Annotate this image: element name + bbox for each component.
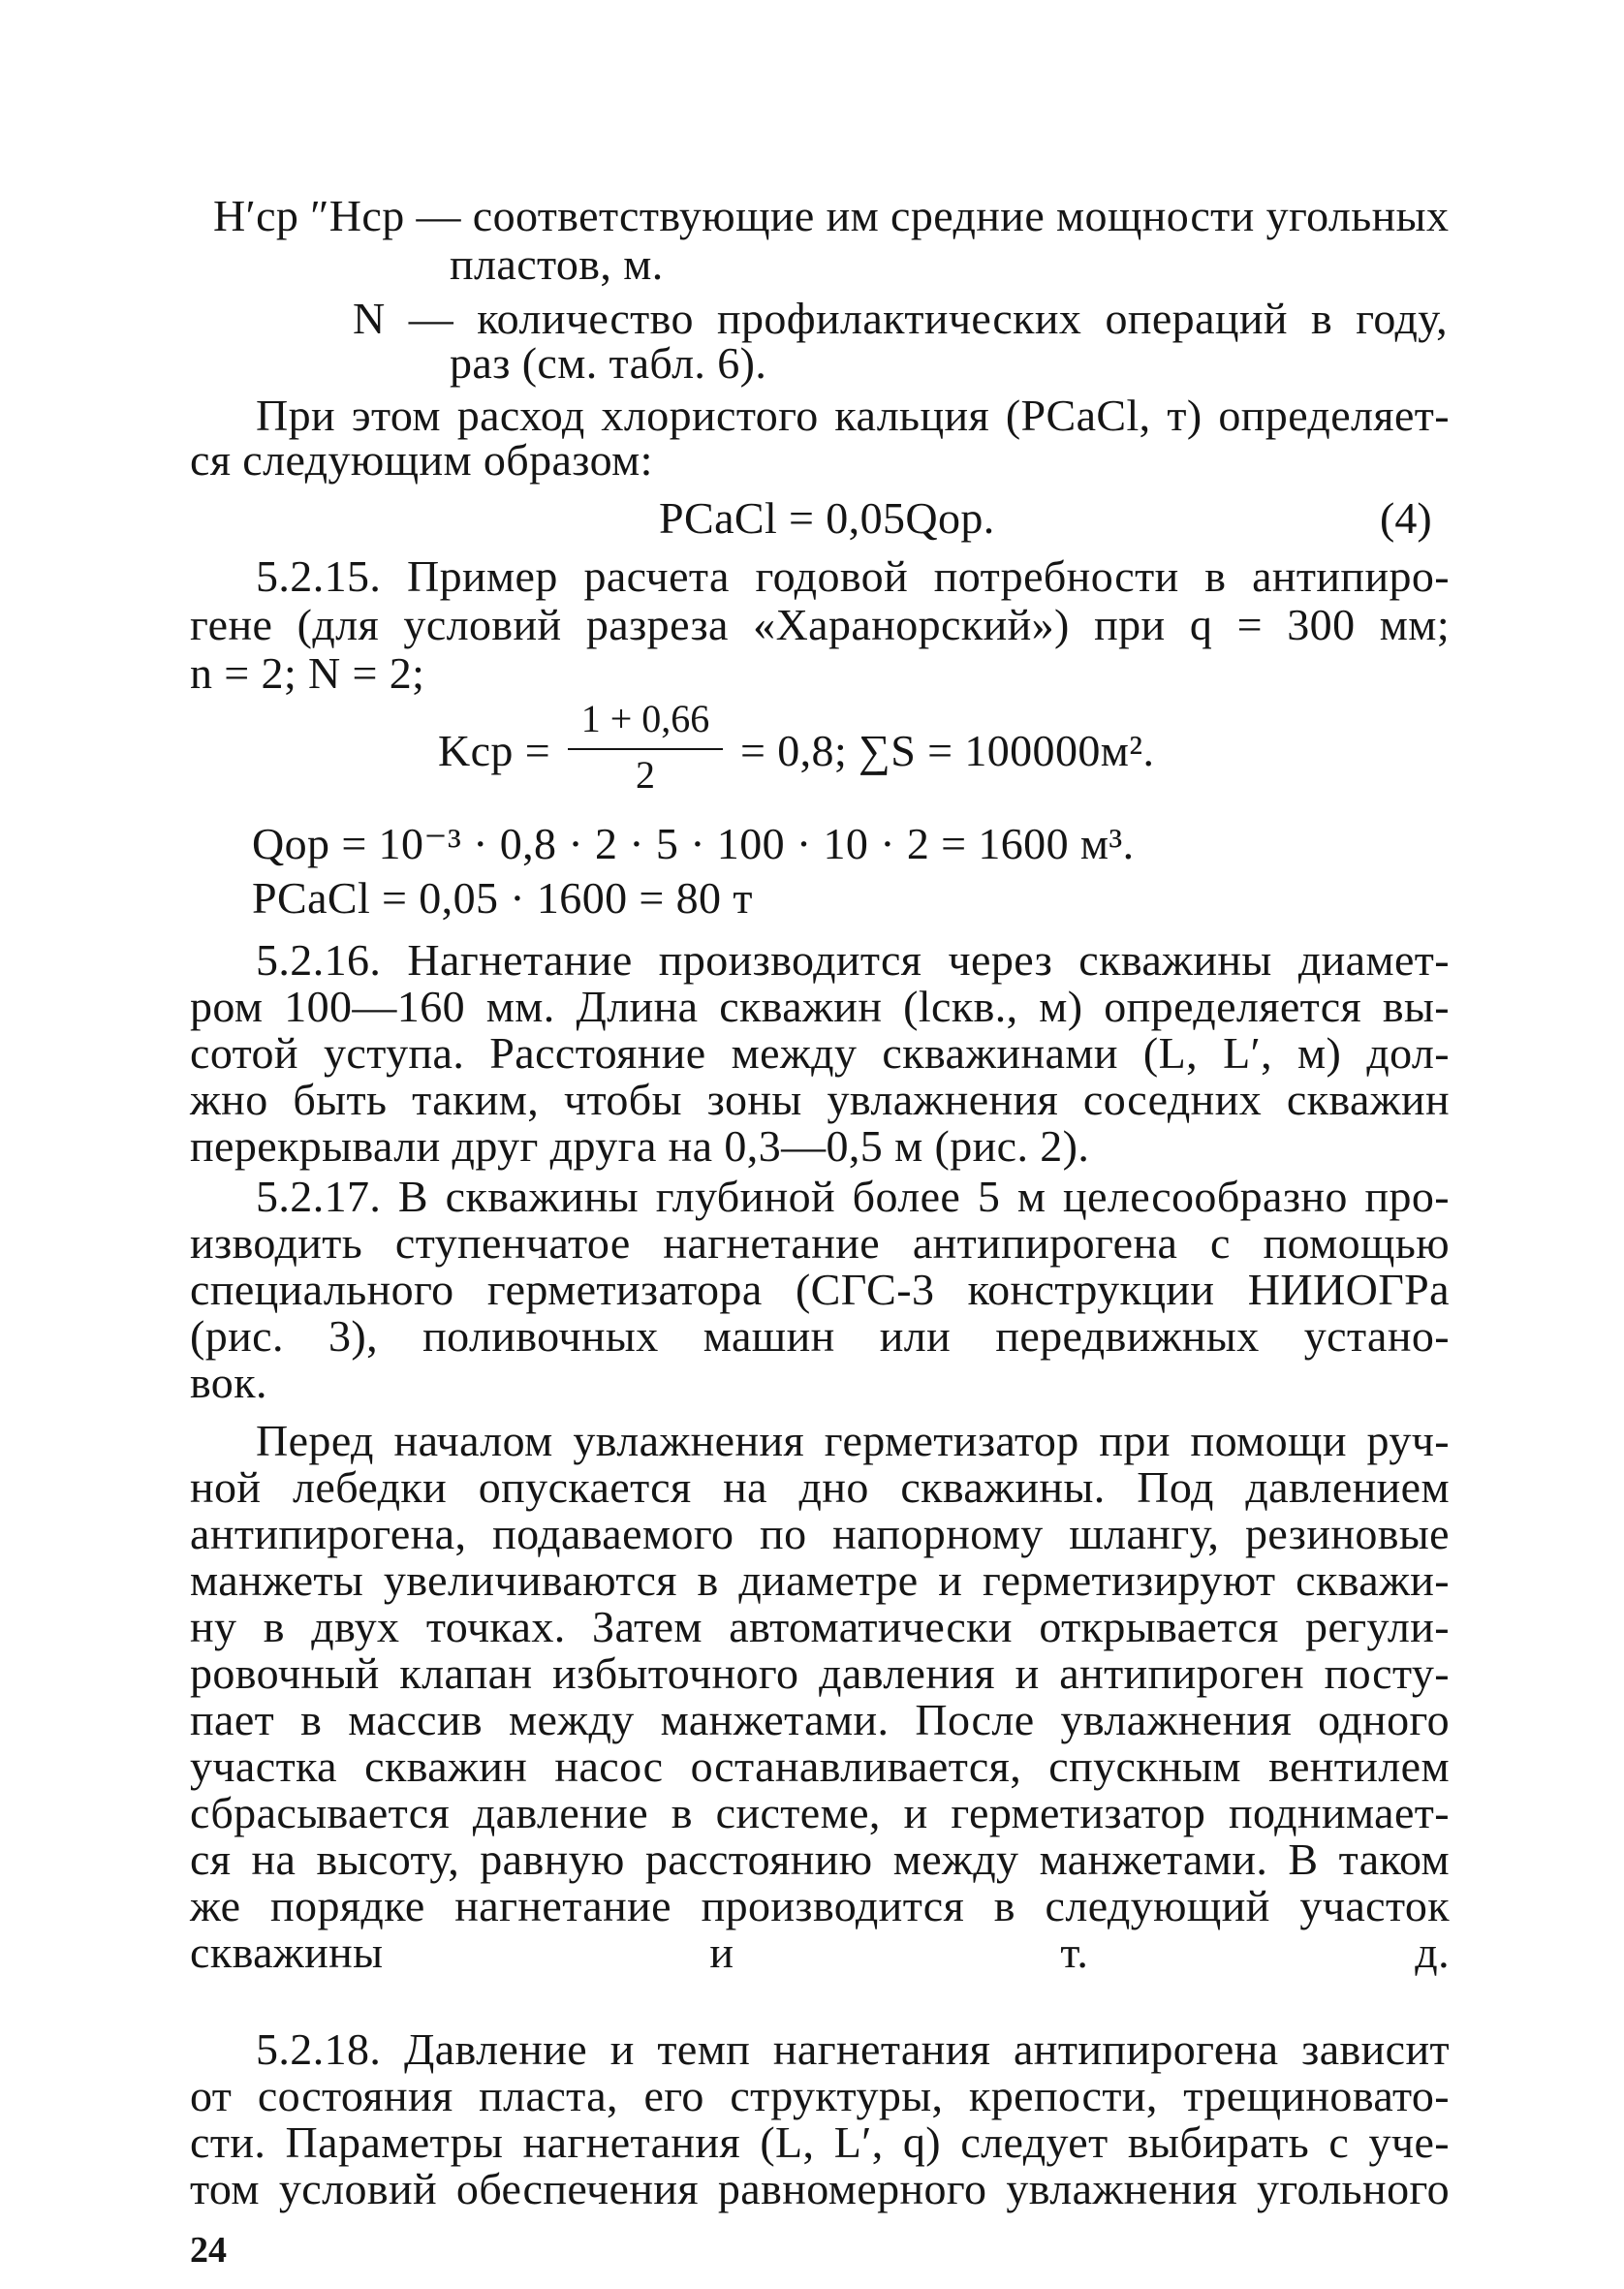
def-line-2: пластов, м. xyxy=(450,239,664,289)
def-line-4: раз (см. табл. 6). xyxy=(450,338,767,388)
para-seal-line-10: ся на высоту, равную расстоянию между манжетами. В таком xyxy=(190,1834,1450,1884)
sec-5-2-17-line-2: изводить ступенчатое нагнетание антипирогена с помощью xyxy=(190,1218,1450,1268)
kcp-label: Kср = xyxy=(438,726,551,775)
def-line-3: N — количество профилактических операций в году, xyxy=(353,294,1448,343)
para-seal-line-3: антипирогена, подаваемого по напорному шлангу, резиновые xyxy=(190,1509,1450,1558)
sec-5-2-17-line-4: (рис. 3), поливочных машин или передвижных устано- xyxy=(190,1311,1450,1361)
kcp-denominator: 2 xyxy=(636,753,655,797)
para-seal-line-11: же порядке нагнетание производится в следующий участок xyxy=(190,1881,1450,1930)
para-seal-line-8: участка скважин насос останавливается, спускным вентилем xyxy=(190,1741,1450,1791)
page-number: 24 xyxy=(190,2230,227,2271)
sec-5-2-18-line-2: от состояния пласта, его структуры, крепости, трещиновато- xyxy=(190,2071,1450,2120)
kcp-numerator: 1 + 0,66 xyxy=(580,697,710,740)
pcacl-formula: PCaCl = 0,05 · 1600 = 80 т xyxy=(252,873,753,923)
kcp-result: = 0,8; ∑S = 100000м². xyxy=(740,726,1155,775)
sec-5-2-15-line-2: гене (для условий разреза «Харанорский») при q = 300 мм; xyxy=(190,600,1450,649)
sec-5-2-15-line-1: 5.2.15. Пример расчета годовой потребности в антипиро- xyxy=(256,551,1450,601)
para-seal-line-12: скважины и т. д. xyxy=(190,1928,1450,1977)
sec-5-2-17-line-5: вок. xyxy=(190,1358,267,1407)
sec-5-2-18-line-1: 5.2.18. Давление и темп нагнетания антипирогена зависит xyxy=(256,2024,1450,2074)
para-seal-line-2: ной лебедки опускается на дно скважины. Под давлением xyxy=(190,1462,1450,1512)
formula-4: PCaCl = 0,05Qор. xyxy=(659,493,995,543)
formula-4-number: (4) xyxy=(1380,493,1432,543)
para-cacl-line-1: При этом расход хлористого кальция (PCaCl, т) определяет- xyxy=(256,391,1450,440)
para-seal-line-4: манжеты увеличиваются в диаметре и герметизируют скважи- xyxy=(190,1555,1450,1605)
qop-formula: Qор = 10⁻³ · 0,8 · 2 · 5 · 100 · 10 · 2 = 1600 м³. xyxy=(252,819,1135,868)
sec-5-2-18-line-4: том условий обеспечения равномерного увлажнения угольного xyxy=(190,2164,1450,2213)
para-seal-line-7: пает в массив между манжетами. После увлажнения одного xyxy=(190,1695,1450,1744)
sec-5-2-16-line-4: жно быть таким, чтобы зоны увлажнения соседних скважин xyxy=(190,1075,1450,1124)
def-line-1: H′ср ″Hср — соответствующие им средние мощности угольных xyxy=(213,191,1450,240)
para-seal-line-1: Перед началом увлажнения герметизатор при помощи руч- xyxy=(256,1416,1450,1465)
sec-5-2-16-line-2: ром 100—160 мм. Длина скважин (lскв., м) определяется вы- xyxy=(190,982,1450,1031)
sec-5-2-16-line-5: перекрывали друг друга на 0,3—0,5 м (рис. 2). xyxy=(190,1121,1090,1171)
para-seal-line-9: сбрасывается давление в системе, и герметизатор поднимает- xyxy=(190,1788,1450,1837)
sec-5-2-15-line-3: n = 2; N = 2; xyxy=(190,648,425,698)
kcp-fraction-bar xyxy=(568,748,723,750)
para-seal-line-6: ровочный клапан избыточного давления и антипироген посту- xyxy=(190,1648,1450,1698)
para-cacl-line-2: ся следующим образом: xyxy=(190,435,653,485)
sec-5-2-16-line-3: сотой уступа. Расстояние между скважинами (L, L′, м) дол- xyxy=(190,1028,1450,1078)
sec-5-2-18-line-3: сти. Параметры нагнетания (L, L′, q) следует выбирать с уче- xyxy=(190,2117,1450,2167)
sec-5-2-16-line-1: 5.2.16. Нагнетание производится через скважины диамет- xyxy=(256,935,1450,985)
sec-5-2-17-line-3: специального герметизатора (СГС-3 конструкции НИИОГРа xyxy=(190,1265,1450,1314)
para-seal-line-5: ну в двух точках. Затем автоматически открывается регули- xyxy=(190,1602,1450,1651)
sec-5-2-17-line-1: 5.2.17. В скважины глубиной более 5 м целесообразно про- xyxy=(256,1172,1450,1221)
